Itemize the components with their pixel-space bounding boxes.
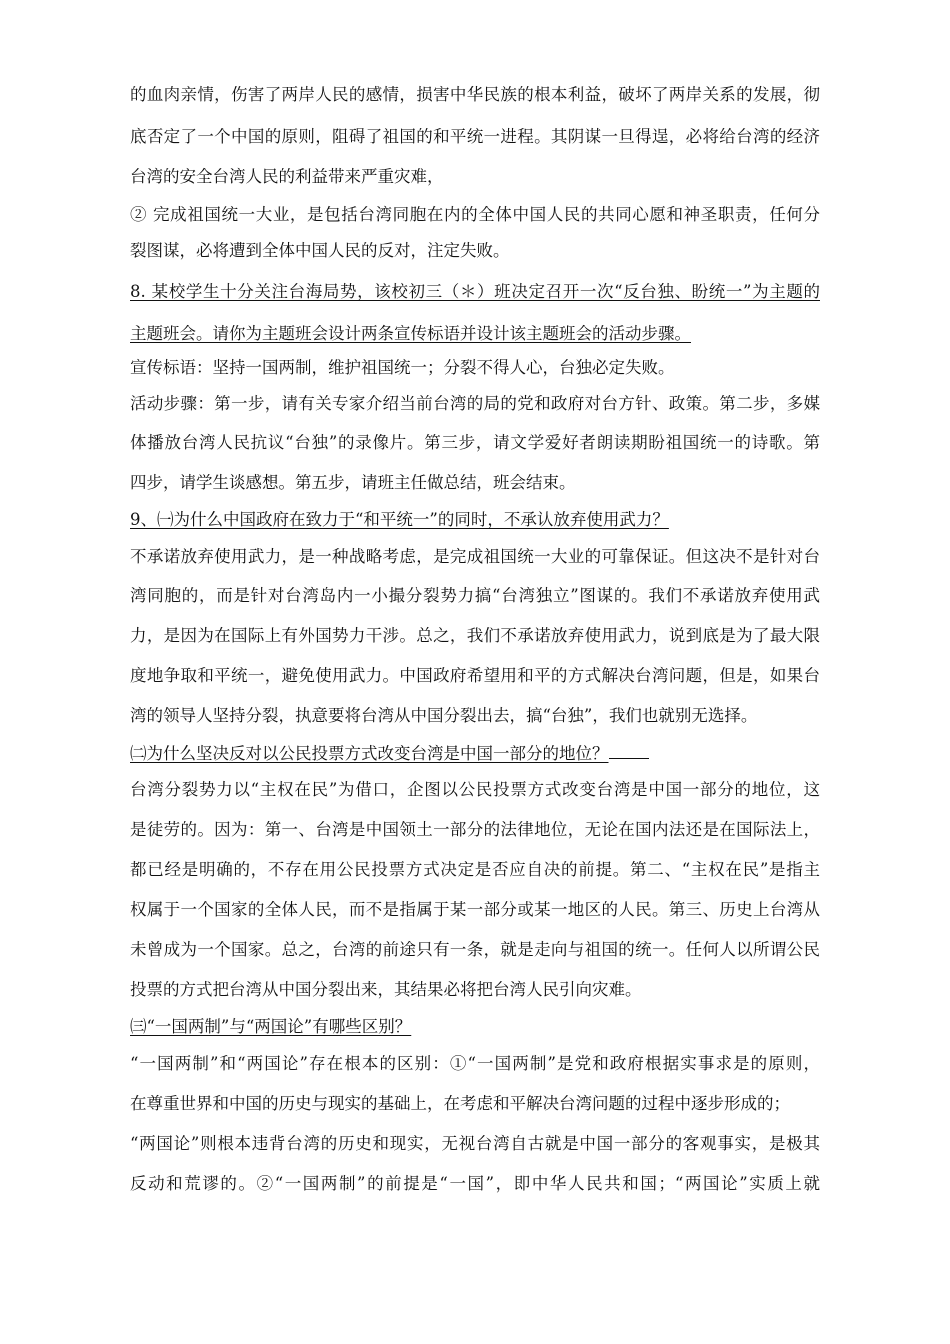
text-line: 在尊重世界和中国的历史与现实的基础上，在考虑和平解决台湾问题的过程中逐步形成的； — [130, 1094, 790, 1113]
question-8-cont: 主题班会。请你为主题班会设计两条宣传标语并设计该主题班会的活动步骤。 — [130, 324, 691, 343]
answer-item-2: ② 完成祖国统一大业，是包括台湾同胞在内的全体中国人民的共同心愿和神圣职责，任何分 — [130, 205, 820, 224]
text-line: 的血肉亲情，伤害了两岸人民的感情，损害中华民族的根本利益，破坏了两岸关系的发展，彻 — [130, 85, 820, 104]
question-9-2-text: ㈡为什么坚决反对以公民投票方式改变台湾是中国一部分的地位？ — [130, 744, 609, 763]
text-line: 权属于一个国家的全体人民，而不是指属于某一部分或某一地区的人民。第三、历史上台湾从 — [130, 900, 820, 919]
text-line: 未曾成为一个国家。总之，台湾的前途只有一条，就是走向与祖国的统一。任何人以所谓公民 — [130, 940, 820, 959]
text-line: 都已经是明确的，不存在用公民投票方式决定是否应自决的前提。第二、“主权在民”是指主 — [130, 860, 820, 879]
text-line: 体播放台湾人民抗议“台独”的录像片。第三步，请文学爱好者朗读期盼祖国统一的诗歌。第 — [130, 433, 820, 452]
text-line: “一国两制”和“两国论”存在根本的区别：①“一国两制”是党和政府根据实事求是的原则， — [130, 1054, 820, 1073]
text-line: 四步，请学生谈感想。第五步，请班主任做总结，班会结束。 — [130, 473, 576, 492]
text-line: 力，是因为在国际上有外国势力干涉。总之，我们不承诺放弃使用武力，说到底是为了最大限 — [130, 626, 820, 645]
question-9-2 — [130, 742, 820, 765]
text-line: 裂图谋，必将遭到全体中国人民的反对，注定失败。 — [130, 241, 510, 260]
text-line: 不承诺放弃使用武力，是一种战略考虑，是完成祖国统一大业的可靠保证。但这决不是针对台 — [130, 547, 820, 566]
text-line: “两国论”则根本违背台湾的历史和现实，无视台湾自古就是中国一部分的客观事实，是极其 — [130, 1134, 820, 1153]
text-line: 湾同胞的，而是针对台湾岛内一小撮分裂势力搞“台湾独立”图谋的。我们不承诺放弃使用武 — [130, 586, 820, 605]
text-line: 投票的方式把台湾从中国分裂出来，其结果必将把台湾人民引向灾难。 — [130, 980, 642, 999]
text-line: 底否定了一个中国的原则，阻碍了祖国的和平统一进程。其阴谋一旦得逞，必将给台湾的经济 — [130, 127, 820, 146]
question-9-1: 9、㈠为什么中国政府在致力于“和平统一”的同时，不承认放弃使用武力？ — [130, 510, 669, 529]
text-line: 台湾分裂势力以“主权在民”为借口，企图以公民投票方式改变台湾是中国一部分的地位，这 — [130, 780, 820, 799]
text-line: 湾的领导人坚持分裂，执意要将台湾从中国分裂出去，搞“台独”，我们也就别无选择。 — [130, 706, 758, 725]
text-line: 台湾的安全台湾人民的利益带来严重灾难， — [130, 167, 444, 186]
text-line: 是徒劳的。因为：第一、台湾是中国领土一部分的法律地位，无论在国内法还是在国际法上， — [130, 820, 820, 839]
steps-answer: 活动步骤：第一步，请有关专家介绍当前台湾的局的党和政府对台方针、政策。第二步，多媒 — [130, 394, 820, 413]
text-line: 反动和荒谬的。②“一国两制”的前提是“一国”，即中华人民共和国；“两国论”实质上就 — [130, 1174, 820, 1193]
question-9-3: ㈢“一国两制”与“两国论”有哪些区别？ — [130, 1017, 412, 1036]
slogan-answer: 宣传标语：坚持一国两制，维护祖国统一；分裂不得人心，台独必定失败。 — [130, 358, 675, 377]
underline-trail — [609, 742, 649, 759]
question-8: 8. 某校学生十分关注台海局势，该校初三（＊）班决定召开一次“反台独、盼统一”为主题的 — [130, 282, 820, 301]
text-line: 度地争取和平统一，避免使用武力。中国政府希望用和平的方式解决台湾问题，但是，如果台 — [130, 666, 820, 685]
